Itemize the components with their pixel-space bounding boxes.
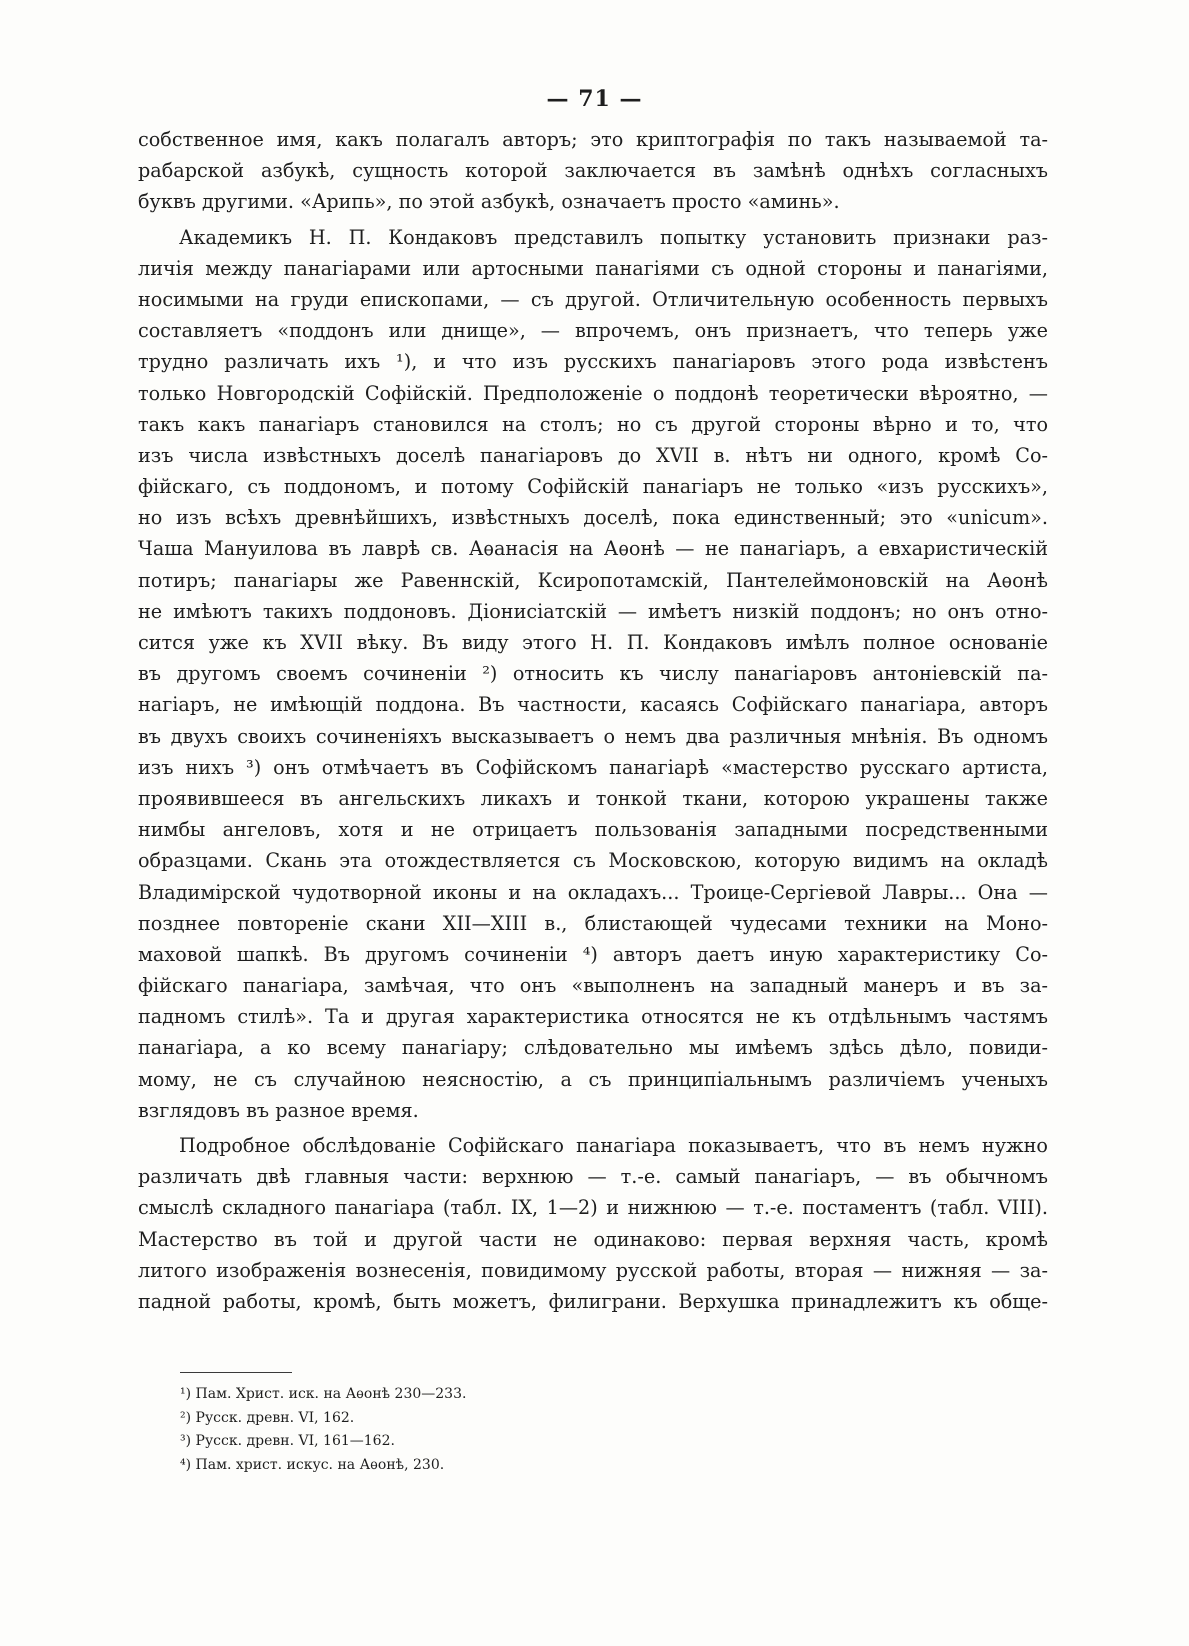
footnote: ²) Русск. древн. VI, 162. xyxy=(180,1409,355,1426)
text-line: составляетъ «поддонъ или днище», — впрочемъ, онъ признаетъ, что теперь уже xyxy=(138,319,1048,343)
text-line: сится уже къ XVII вѣку. Въ виду этого Н. П. Кондаковъ имѣлъ полное основаніе xyxy=(138,631,1048,654)
text-line: нагіаръ, не имѣющій поддона. Въ частности, касаясь Софійскаго панагіара, авторъ xyxy=(138,693,1048,717)
text-line: личія между панагіарами или артосными панагіями съ одной стороны и панагіями, xyxy=(138,256,1048,280)
text-line: различать двѣ главныя части: верхнюю — т.-е. самый панагіаръ, — въ обычномъ xyxy=(138,1165,1048,1189)
text-line: панагіара, а ко всему панагіару; слѣдовательно мы имѣемъ здѣсь дѣло, повиди- xyxy=(138,1036,1048,1060)
paragraph xyxy=(138,1130,1048,1317)
page-number: — 71 — xyxy=(546,86,643,112)
text-line: Академикъ Н. П. Кондаковъ представилъ попытку установить признаки раз- xyxy=(179,225,1048,249)
text-line: позднее повтореніе скани XII—XIII в., блистающей чудесами техники на Моно- xyxy=(138,911,1048,935)
text-line: смыслѣ складного панагіара (табл. IX, 1—2) и нижнюю — т.-е. постаментъ (табл. VIII). xyxy=(138,1196,1048,1220)
text-line: мому, не съ случайною неясностію, а съ принципіальнымъ различіемъ ученыхъ xyxy=(138,1067,1048,1091)
paragraph xyxy=(138,222,1048,1126)
text-line: Чаша Мануилова въ лаврѣ св. Аѳанасія на Аѳонѣ — не панагіаръ, а евхаристическій xyxy=(138,537,1048,561)
text-line: собственное имя, какъ полагалъ авторъ; это криптографія по такъ называемой та- xyxy=(138,128,1048,151)
text-line: трудно различать ихъ ¹), и что изъ русскихъ панагіаровъ этого рода извѣстенъ xyxy=(138,350,1048,374)
text-line: образцами. Скань эта отождествляется съ Московскою, которую видимъ на окладѣ xyxy=(138,849,1048,873)
text-line: Мастерство въ той и другой части не одинаково: первая верхняя часть, кромѣ xyxy=(138,1227,1048,1251)
footnote: ⁴) Пам. христ. искус. на Аѳонѣ, 230. xyxy=(180,1456,445,1473)
text-line: фійскаго панагіара, замѣчая, что онъ «выполненъ на западный манеръ и въ за- xyxy=(138,974,1048,998)
text-line: литого изображенія вознесенія, повидимому русской работы, вторая — нижняя — за- xyxy=(138,1258,1048,1282)
text-line: изъ числа извѣстныхъ доселѣ панагіаровъ до XVII в. нѣтъ ни одного, кромѣ Со- xyxy=(138,443,1048,467)
text-line: не имѣютъ такихъ поддоновъ. Діонисіатскій — имѣетъ низкій поддонъ; но онъ отно- xyxy=(138,599,1048,623)
text-line: рабарской азбукѣ, сущность которой заключается въ замѣнѣ однѣхъ согласныхъ xyxy=(138,159,1048,183)
text-line: Владимірской чудотворной иконы и на окладахъ... Троице-Сергіевой Лавры... Она — xyxy=(138,880,1048,904)
body-text xyxy=(138,124,1048,1317)
footnote: ³) Русск. древн. VI, 161—162. xyxy=(180,1433,395,1449)
text-line: такъ какъ панагіаръ становился на столъ; но съ другой стороны вѣрно и то, что xyxy=(138,412,1048,436)
text-line: но изъ всѣхъ древнѣйшихъ, извѣстныхъ доселѣ, пока единственный; это «unicum». xyxy=(138,506,1048,530)
footnotes xyxy=(180,1383,780,1477)
text-line: носимыми на груди епископами, — съ другой. Отличительную особенность первыхъ xyxy=(138,287,1048,311)
text-line: маховой шапкѣ. Въ другомъ сочиненіи ⁴) авторъ даетъ иную характеристику Со- xyxy=(138,942,1048,966)
text-line: взглядовъ въ разное время. xyxy=(138,1098,419,1122)
text-line: падной работы, кромѣ, быть можетъ, филиграни. Верхушка принадлежитъ къ обще- xyxy=(138,1289,1048,1313)
footnote: ¹) Пам. Христ. иск. на Аѳонѣ 230—233. xyxy=(180,1386,467,1402)
text-line: изъ нихъ ³) онъ отмѣчаетъ въ Софійскомъ панагіарѣ «мастерство русскаго артиста, xyxy=(138,755,1048,779)
paragraph xyxy=(138,124,1048,218)
text-line: въ другомъ своемъ сочиненіи ²) относить къ числу панагіаровъ антоніевскій па- xyxy=(138,662,1048,686)
text-line: въ двухъ своихъ сочиненіяхъ высказываетъ о немъ два различныя мнѣнія. Въ одномъ xyxy=(138,724,1048,748)
text-line: фійскаго, съ поддономъ, и потому Софійскій панагіаръ не только «изъ русскихъ», xyxy=(138,475,1048,499)
text-line: падномъ стилѣ». Та и другая характеристика относятся не къ отдѣльнымъ частямъ xyxy=(138,1005,1048,1029)
text-line: нимбы ангеловъ, хотя и не отрицаетъ пользованія западными посредственными xyxy=(138,818,1048,842)
footnote-divider xyxy=(180,1372,292,1373)
text-line: проявившееся въ ангельскихъ ликахъ и тонкой ткани, которою украшены также xyxy=(138,786,1048,810)
text-line: только Новгородскій Софійскій. Предположеніе о поддонѣ теоретически вѣроятно, — xyxy=(138,381,1048,405)
text-line: буквъ другими. «Арипь», по этой азбукѣ, означаетъ просто «аминь». xyxy=(138,190,840,214)
text-line: потиръ; панагіары же Равеннскій, Ксиропотамскій, Пантелеймоновскій на Аѳонѣ xyxy=(138,568,1048,592)
text-line: Подробное обслѣдованіе Софійскаго панагіара показываетъ, что въ немъ нужно xyxy=(179,1134,1048,1157)
